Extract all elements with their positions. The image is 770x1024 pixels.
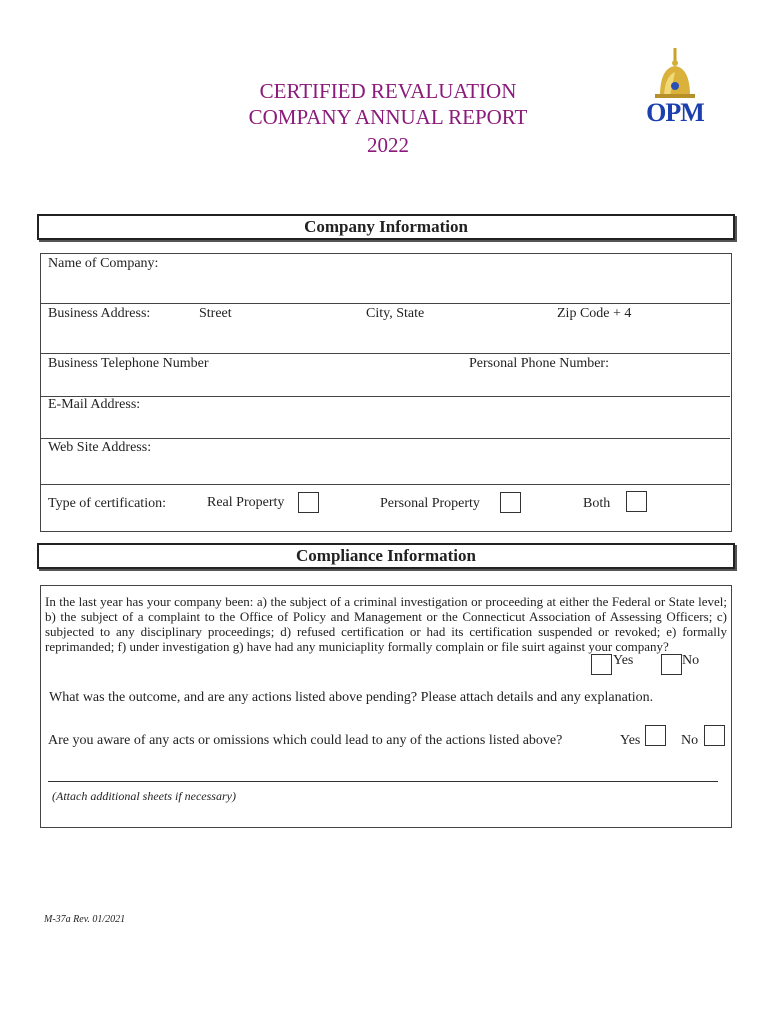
email-field[interactable]: [160, 398, 720, 436]
divider: [40, 303, 730, 304]
business-address-field[interactable]: [180, 322, 720, 350]
aware-yes-label: Yes: [620, 733, 641, 748]
both-label: Both: [583, 496, 611, 511]
website-label: Web Site Address:: [48, 440, 152, 455]
business-phone-field[interactable]: [48, 372, 448, 394]
aware-no-checkbox[interactable]: [704, 725, 725, 746]
personal-phone-field[interactable]: [469, 372, 719, 394]
certification-type-label: Type of certification:: [48, 496, 166, 511]
divider: [40, 353, 730, 354]
compliance-question: In the last year has your company been: a) the subject of a criminal investigation or proceeding at either the Federal or State level; b) the subject of a complaint to the Office of Policy and Management or the Connecticut Association of Assessing Officers; c) subjected to any disciplinary proceedings; d) refused certification or had its certification suspended or revoked; e) formally reprimanded; f) under investigation g) have had any municiaplity formally complain or file suirt against your company?: [45, 594, 727, 654]
street-label: Street: [199, 306, 232, 321]
company-name-field[interactable]: [180, 256, 720, 300]
opm-logo-text: OPM: [646, 98, 704, 127]
real-property-checkbox[interactable]: [298, 492, 319, 513]
website-field[interactable]: [170, 440, 720, 482]
business-address-label: Business Address:: [48, 306, 151, 321]
divider: [40, 484, 730, 485]
divider: [40, 438, 730, 439]
compliance-info-heading: Compliance Information: [37, 543, 735, 569]
divider: [40, 396, 730, 397]
personal-property-label: Personal Property: [380, 496, 480, 511]
both-checkbox[interactable]: [626, 491, 647, 512]
personal-phone-label: Personal Phone Number:: [469, 356, 609, 371]
form-revision: M-37a Rev. 01/2021: [44, 914, 126, 925]
aware-question: Are you aware of any acts or omissions which could lead to any of the actions listed above?: [48, 733, 563, 748]
aware-yes-checkbox[interactable]: [645, 725, 666, 746]
compliance-no-label: No: [682, 653, 700, 668]
real-property-label: Real Property: [207, 495, 285, 510]
report-title-line2: COMPANY ANNUAL REPORT: [248, 105, 528, 129]
compliance-yes-checkbox[interactable]: [591, 654, 612, 675]
explanation-line: [48, 781, 718, 782]
zip-code-label: Zip Code + 4: [557, 306, 632, 321]
outcome-question: What was the outcome, and are any actions listed above pending? Please attach details and any explanation.: [49, 690, 654, 705]
company-info-heading: Company Information: [37, 214, 735, 240]
report-title-line1: CERTIFIED REVALUATION: [259, 79, 517, 103]
business-phone-label: Business Telephone Number: [48, 356, 209, 371]
city-state-label: City, State: [366, 306, 425, 321]
report-year: 2022: [367, 133, 409, 157]
attach-note: (Attach additional sheets if necessary): [52, 789, 236, 803]
explanation-field[interactable]: [48, 760, 718, 780]
compliance-no-checkbox[interactable]: [661, 654, 682, 675]
email-label: E-Mail Address:: [48, 397, 141, 412]
aware-no-label: No: [681, 733, 699, 748]
company-name-label: Name of Company:: [48, 256, 159, 271]
compliance-yes-label: Yes: [613, 653, 634, 668]
personal-property-checkbox[interactable]: [500, 492, 521, 513]
